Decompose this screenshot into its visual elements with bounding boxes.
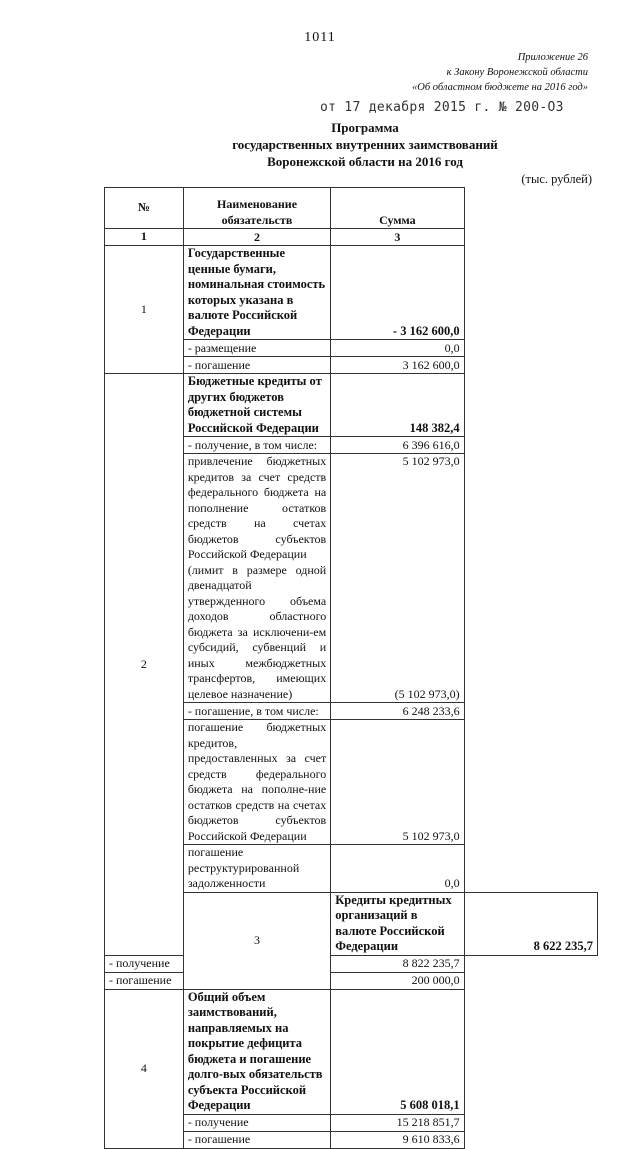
row-amount: 6 248 233,6 — [331, 703, 464, 720]
section-number: 2 — [105, 374, 184, 956]
row-name: - получение, в том числе: — [183, 437, 330, 454]
row-amount: 15 218 851,7 — [331, 1114, 464, 1131]
table-header-row — [105, 188, 598, 229]
units-label: (тыс. рублей) — [521, 172, 592, 186]
row-name-note: (лимит в размере одной двенадцатой утвержденного объема доходов областного бюджета за исключени-ем субсидий, субвенций и иных межбюджетных трансфертов, имеющих целевое назначение) — [187, 562, 327, 701]
section-title: Бюджетные кредиты от других бюджетов бюджетной системы Российской Федерации — [183, 374, 330, 437]
section-amount: - 3 162 600,0 — [331, 246, 464, 340]
colnum-3: 3 — [331, 229, 464, 246]
section-title: Государственные ценные бумаги, номинальная стоимость которых указана в валюте Российской Федерации — [183, 246, 330, 340]
appendix-line-2: к Закону Воронежской области — [446, 67, 588, 78]
colnum-1: 1 — [105, 229, 184, 246]
row-name: - погашение — [105, 972, 184, 989]
column-number-row — [105, 229, 598, 246]
section-number: 3 — [183, 892, 330, 989]
law-date-stamp: от 17 декабря 2015 г. № 200-ОЗ — [320, 100, 564, 115]
colnum-2: 2 — [183, 229, 330, 246]
borrowing-program-table — [104, 187, 598, 1149]
section-row — [105, 989, 598, 1114]
section-title: Кредиты кредитных организаций в валюте Российской Федерации — [331, 892, 464, 955]
row-name: - погашение — [183, 1131, 330, 1148]
row-amount: 0,0 — [331, 340, 464, 357]
row-amount-note: (5 102 973,0) — [394, 686, 460, 701]
section-title: Общий объем заимствований, направляемых на покрытие дефицита бюджета и погашение долго-вых обязательств субъекта Российской Федерации — [183, 989, 330, 1114]
section-amount: 5 608 018,1 — [331, 989, 464, 1114]
page-number: 1011 — [304, 30, 336, 45]
row-amount: 8 822 235,7 — [331, 955, 464, 972]
row-amount-main: 5 102 973,0 — [402, 454, 460, 468]
row-name — [183, 454, 330, 703]
appendix-line-3: «Об областном бюджете на 2016 год» — [412, 82, 588, 93]
section-amount: 148 382,4 — [331, 374, 464, 437]
row-name-main: привлечение бюджетных кредитов за счет средств федерального бюджета на пополнение остатков средств на счетах бюджетов субъектов Российской Федерации — [187, 454, 327, 561]
section-row — [105, 374, 598, 437]
row-amount: 0,0 — [331, 845, 464, 893]
appendix-line-1: Приложение 26 — [517, 52, 588, 63]
table-row — [105, 955, 598, 972]
appendix-caption — [412, 50, 588, 95]
header-name: Наименование обязательств — [183, 188, 330, 229]
row-name: - получение — [105, 955, 184, 972]
row-name: - получение — [183, 1114, 330, 1131]
document-subtitle-2: Воронежской области на 2016 год — [267, 154, 463, 169]
document-subtitle-1: государственных внутренних заимствований — [232, 137, 498, 152]
row-name: - размещение — [183, 340, 330, 357]
section-number: 1 — [105, 246, 184, 374]
header-num: № — [105, 188, 184, 229]
row-name: - погашение, в том числе: — [183, 703, 330, 720]
row-amount: 6 396 616,0 — [331, 437, 464, 454]
document-title: Программа — [331, 120, 399, 135]
row-name: погашение бюджетных кредитов, предоставленных за счет средств федерального бюджета на пополне-ние остатков средств на счетах бюджетов субъектов Российской Федерации — [183, 720, 330, 845]
row-amount: 9 610 833,6 — [331, 1131, 464, 1148]
header-amount: Сумма — [331, 188, 464, 229]
section-amount: 8 622 235,7 — [464, 892, 597, 955]
section-row — [105, 246, 598, 340]
row-amount — [331, 454, 464, 703]
table-row — [105, 972, 598, 989]
row-amount: 5 102 973,0 — [331, 720, 464, 845]
row-name: погашение реструктурированной задолженности — [183, 845, 330, 893]
section-number: 4 — [105, 989, 184, 1148]
row-name: - погашение — [183, 357, 330, 374]
row-amount: 3 162 600,0 — [331, 357, 464, 374]
row-amount: 200 000,0 — [331, 972, 464, 989]
